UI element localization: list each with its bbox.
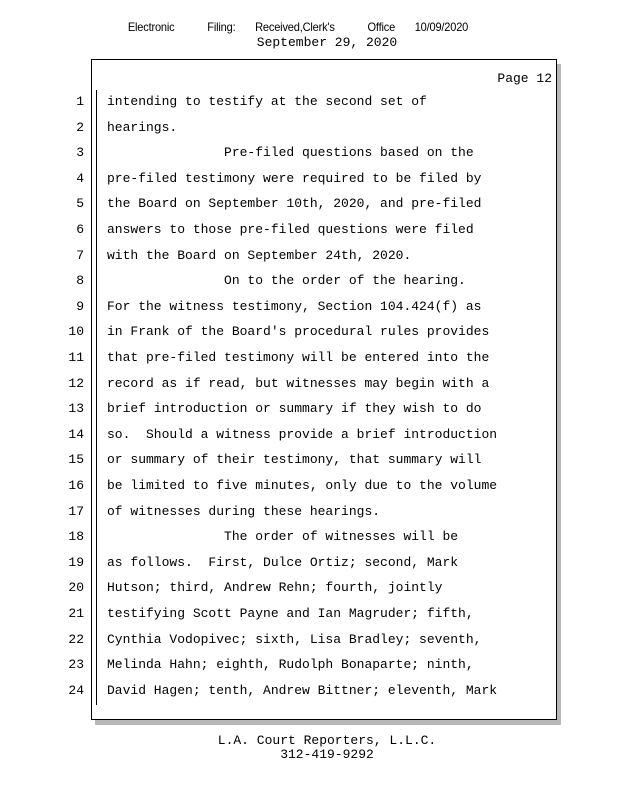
transcript-line	[0, 92, 560, 112]
line-text: in Frank of the Board's procedural rules provides	[107, 324, 490, 340]
line-text: answers to those pre-filed questions were filed	[107, 222, 474, 237]
line-text: Melinda Hahn; eighth, Rudolph Bonaparte; ninth,	[107, 657, 474, 673]
line-text: Pre-filed questions based on the	[107, 145, 474, 161]
transcript-line	[0, 604, 560, 624]
transcript-line	[0, 578, 560, 598]
line-text: pre-filed testimony were required to be filed by	[107, 170, 482, 186]
filing-stamp: Electronic Filing: Received,Clerk's Office 10/09/2020	[127, 20, 469, 34]
line-number: 8	[76, 273, 84, 289]
transcript-line	[0, 374, 560, 394]
transcript-date: September 29, 2020	[256, 35, 398, 50]
line-text: David Hagen; tenth, Andrew Bittner; eleventh, Mark	[107, 682, 498, 698]
transcript-line	[0, 425, 560, 445]
footer-phone: 312-419-9292	[280, 747, 374, 762]
transcript-line	[0, 297, 560, 317]
line-number: 9	[76, 298, 84, 314]
transcript-line	[0, 246, 560, 266]
line-text: or summary of their testimony, that summary will	[107, 452, 482, 468]
line-number: 13	[68, 401, 84, 417]
line-number: 11	[68, 350, 84, 365]
line-number: 18	[68, 529, 84, 545]
line-text: so. Should a witness provide a brief introduction	[107, 426, 498, 442]
line-text: hearings.	[107, 119, 178, 135]
transcript-line	[0, 220, 560, 240]
line-number: 3	[76, 145, 84, 161]
transcript-line	[0, 476, 560, 496]
line-number: 14	[68, 426, 84, 442]
line-text: with the Board on September 24th, 2020.	[107, 247, 412, 263]
transcript-line	[0, 502, 560, 522]
line-number: 23	[68, 657, 84, 673]
page-number: Page 12	[497, 71, 552, 86]
transcript-line	[0, 399, 560, 419]
line-number: 21	[68, 606, 84, 621]
line-text: be limited to five minutes, only due to the volume	[107, 478, 498, 493]
line-number: 16	[68, 478, 84, 493]
line-text: testifying Scott Payne and Ian Magruder; fifth,	[107, 606, 474, 621]
line-number: 4	[76, 170, 84, 186]
transcript-line	[0, 348, 560, 368]
footer-company: L.A. Court Reporters, L.L.C.	[217, 733, 437, 748]
transcript-line	[0, 322, 560, 342]
transcript-line	[0, 169, 560, 189]
line-number: 2	[76, 119, 84, 135]
line-number: 22	[68, 631, 84, 647]
transcript-line	[0, 630, 560, 650]
line-number: 15	[68, 452, 84, 468]
line-number: 5	[76, 196, 84, 212]
line-text: On to the order of the hearing.	[107, 273, 466, 289]
transcript-line	[0, 271, 560, 291]
line-text: brief introduction or summary if they wish to do	[107, 401, 482, 417]
transcript-line	[0, 655, 560, 675]
transcript-line	[0, 194, 560, 214]
line-text: Hutson; third, Andrew Rehn; fourth, jointly	[107, 580, 443, 596]
line-text: The order of witnesses will be	[107, 529, 459, 545]
transcript-line	[0, 450, 560, 470]
line-number: 7	[76, 247, 84, 263]
line-number: 19	[68, 554, 84, 570]
line-number: 20	[68, 580, 84, 596]
transcript-line	[0, 527, 560, 547]
transcript-line	[0, 118, 560, 138]
line-number: 17	[68, 503, 84, 519]
line-number: 24	[68, 682, 84, 698]
line-number: 12	[68, 375, 84, 391]
line-text: intending to testify at the second set of	[107, 94, 427, 109]
line-text: the Board on September 10th, 2020, and pre-filed	[107, 196, 482, 212]
line-text: that pre-filed testimony will be entered into the	[107, 350, 490, 365]
line-text: record as if read, but witnesses may begin with a	[107, 375, 490, 391]
line-text: Cynthia Vodopivec; sixth, Lisa Bradley; seventh,	[107, 631, 482, 647]
transcript-line	[0, 681, 560, 701]
line-number: 10	[68, 324, 84, 340]
line-number: 6	[76, 222, 84, 237]
line-number: 1	[76, 94, 84, 109]
transcript-line	[0, 143, 560, 163]
line-text: For the witness testimony, Section 104.424(f) as	[107, 298, 482, 314]
transcript-line	[0, 553, 560, 573]
line-text: of witnesses during these hearings.	[107, 503, 381, 519]
line-text: as follows. First, Dulce Ortiz; second, Mark	[107, 554, 459, 570]
